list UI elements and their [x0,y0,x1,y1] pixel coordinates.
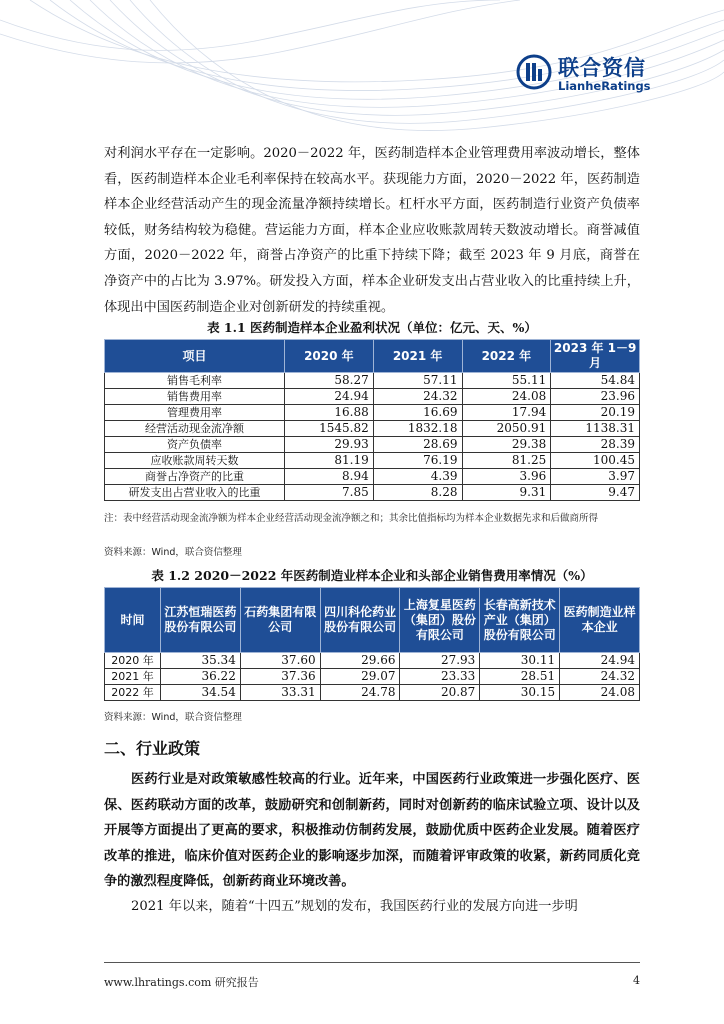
header-cell: 2021 年 [373,340,462,373]
cell-value: 24.94 [560,653,640,669]
table-row [105,685,640,701]
row-label: 管理费用率 [105,405,285,421]
table-row [105,437,640,453]
cell-value: 1832.18 [373,421,462,437]
lianhe-ratings-logo [516,52,651,98]
table-row [105,373,640,389]
header-cell: 项目 [105,340,285,373]
table-row [105,653,640,669]
header-cell: 江苏恒瑞医药股份有限公司 [161,588,241,653]
cell-value: 16.88 [285,405,374,421]
cell-value: 81.19 [285,453,374,469]
cell-value: 17.94 [462,405,551,421]
table2-source: 资料来源：Wind，联合资信整理 [104,712,242,723]
cell-value: 9.31 [462,485,551,501]
cell-value: 55.11 [462,373,551,389]
cell-value: 9.47 [551,485,640,501]
cell-value: 30.15 [480,685,560,701]
cell-value: 33.31 [240,685,320,701]
cell-value: 23.33 [400,669,480,685]
table-row [105,669,640,685]
profitability-table [104,339,640,501]
header-cell: 时间 [105,588,161,653]
header-cell: 医药制造业样本企业 [560,588,640,653]
cell-value: 8.28 [373,485,462,501]
page-number: 4 [633,974,640,987]
cell-value: 37.36 [240,669,320,685]
table-header-row [105,588,640,653]
table-row [105,405,640,421]
table1-note: 注：表中经营活动现金流净额为样本企业经营活动现金流净额之和；其余比值指标均为样本企业数据先求和后做商所得 [104,513,599,524]
cell-value: 36.22 [161,669,241,685]
row-label: 商誉占净资产的比重 [105,469,285,485]
policy-paragraph: 医药行业是对政策敏感性较高的行业。近年来，中国医药行业政策进一步强化医疗、医保、医药联动方面的改革，鼓励研究和创制新药，同时对创新药的临床试验立项、设计以及开展等方面提出了更高的要求，积极推动仿制药发展，鼓励优质中医药企业发展。随着医疗改革的推进，临床价值对医药企业的影响逐步加深，而随着评审政策的收紧，新药同质化竞争的激烈程度降低，创新药商业环境改善。 [104,772,640,890]
cell-value: 24.32 [560,669,640,685]
cell-value: 37.60 [240,653,320,669]
cell-value: 81.25 [462,453,551,469]
table-row [105,389,640,405]
cell-value: 100.45 [551,453,640,469]
row-label: 应收账款周转天数 [105,453,285,469]
closing-paragraph: 2021 年以来，随着“十四五”规划的发布，我国医药行业的发展方向进一步明 [131,899,578,914]
cell-value: 34.54 [161,685,241,701]
cell-value: 29.07 [320,669,400,685]
cell-value: 76.19 [373,453,462,469]
cell-value: 24.78 [320,685,400,701]
cell-value: 29.66 [320,653,400,669]
table-row [105,421,640,437]
table-row [105,485,640,501]
cell-value: 1545.82 [285,421,374,437]
cell-value: 23.96 [551,389,640,405]
row-label: 2022 年 [105,685,161,701]
cell-value: 2050.91 [462,421,551,437]
cell-value: 4.39 [373,469,462,485]
row-label: 销售毛利率 [105,373,285,389]
sales-expense-ratio-table [104,587,640,701]
intro-paragraph: 对利润水平存在一定影响。2020－2022 年，医药制造样本企业管理费用率波动增长，整体看，医药制造样本企业毛利率保持在较高水平。获现能力方面，2020－2022 年，医药制造样本企业经营活动产生的现金流量净额持续增长。杠杆水平方面，医药制造行业资产负债率较低，财务结构较为稳健。营运能力方面，样本企业应收账款周转天数波动增长。商誉减值方面，2020－2022 年，商誉占净资产的比重下持续下降；截至 2023 年 9 月底，商誉在净资产中的占比为 3.97%。研发投入方面，样本企业研发支出占营业收入的比重持续上升，体现出中国医药制造企业对创新研发的持续重视。 [104,146,640,315]
cell-value: 24.08 [560,685,640,701]
cell-value: 24.08 [462,389,551,405]
table-row [105,453,640,469]
logo-chinese-name: 联合资信 [558,56,646,80]
cell-value: 28.39 [551,437,640,453]
cell-value: 24.94 [285,389,374,405]
row-label: 经营活动现金流净额 [105,421,285,437]
cell-value: 58.27 [285,373,374,389]
header-cell: 上海复星医药（集团）股份有限公司 [400,588,480,653]
cell-value: 27.93 [400,653,480,669]
footer-text: www.lhratings.com 研究报告 [104,976,259,989]
logo-mark-icon [516,54,552,90]
table1-caption: 表 1.1 医药制造样本企业盈利状况（单位：亿元、天、%） [207,320,537,335]
cell-value: 20.19 [551,405,640,421]
cell-value: 29.93 [285,437,374,453]
cell-value: 30.11 [480,653,560,669]
header-cell: 长春高新技术产业（集团）股份有限公司 [480,588,560,653]
table-row [105,469,640,485]
row-label: 资产负债率 [105,437,285,453]
cell-value: 1138.31 [551,421,640,437]
cell-value: 16.69 [373,405,462,421]
logo-english-name: LianheRatings [558,79,651,93]
header-cell: 石药集团有限公司 [240,588,320,653]
row-label: 销售费用率 [105,389,285,405]
cell-value: 3.96 [462,469,551,485]
table-header-row [105,340,640,373]
header-cell: 四川科伦药业股份有限公司 [320,588,400,653]
cell-value: 57.11 [373,373,462,389]
footer-divider [104,962,640,963]
cell-value: 20.87 [400,685,480,701]
row-label: 研发支出占营业收入的比重 [105,485,285,501]
row-label: 2021 年 [105,669,161,685]
cell-value: 35.34 [161,653,241,669]
cell-value: 54.84 [551,373,640,389]
header-cell: 2023 年 1－9 月 [551,340,640,373]
cell-value: 8.94 [285,469,374,485]
cell-value: 28.69 [373,437,462,453]
row-label: 2020 年 [105,653,161,669]
cell-value: 3.97 [551,469,640,485]
cell-value: 28.51 [480,669,560,685]
cell-value: 29.38 [462,437,551,453]
cell-value: 7.85 [285,485,374,501]
section-heading: 二、行业政策 [104,739,201,758]
header-cell: 2020 年 [285,340,374,373]
table1-source: 资料来源：Wind，联合资信整理 [104,547,242,558]
table2-caption: 表 1.2 2020－2022 年医药制造业样本企业和头部企业销售费用率情况（%） [151,568,593,583]
cell-value: 24.32 [373,389,462,405]
header-cell: 2022 年 [462,340,551,373]
